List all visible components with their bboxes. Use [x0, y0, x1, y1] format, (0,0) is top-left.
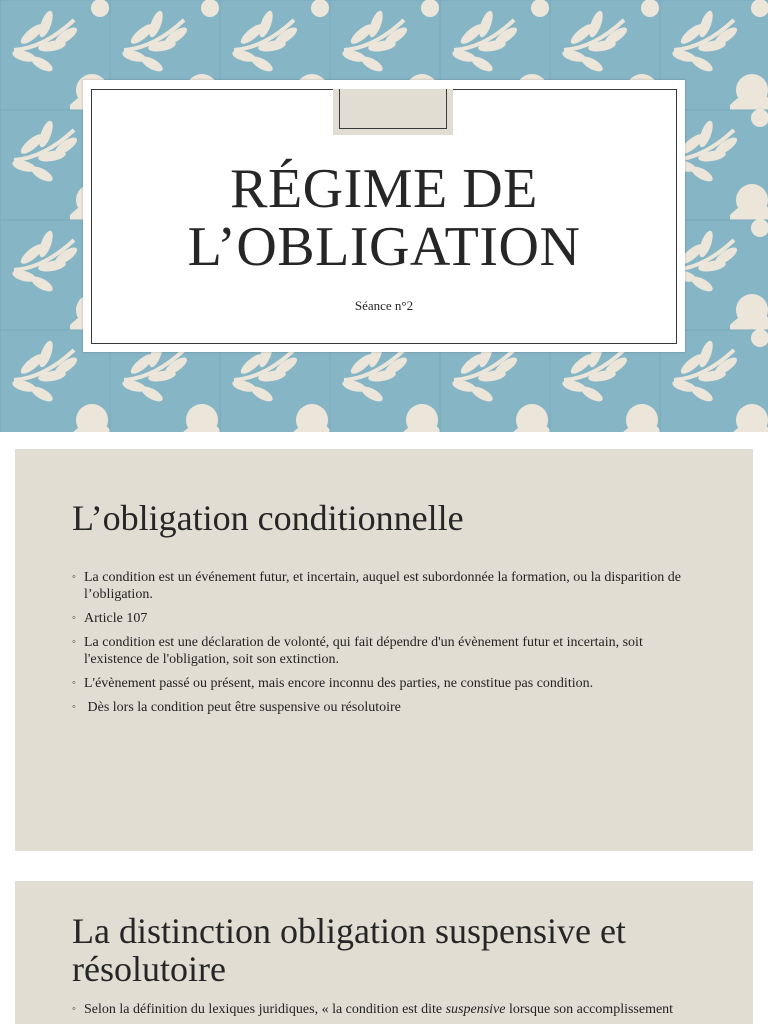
title-card	[83, 80, 685, 352]
bullet-icon: ◦	[72, 571, 76, 583]
bullet-icon: ◦	[72, 1003, 76, 1015]
list-item	[72, 569, 702, 603]
bullet-icon: ◦	[72, 612, 76, 624]
content-slide-obligation-conditionnelle	[15, 449, 753, 851]
title-slide	[0, 0, 768, 432]
list-item	[72, 675, 702, 692]
bullet-icon: ◦	[72, 701, 76, 713]
list-item-text-end: lorsque son accomplissement	[505, 1002, 674, 1017]
list-item-text: La condition est un événement futur, et incertain, auquel est subordonnée la formation, ou la disparition de l’obligation.	[84, 570, 681, 602]
list-item	[72, 634, 702, 668]
bullet-list	[72, 569, 702, 723]
slide-title	[92, 160, 676, 276]
slide-title-line-2: L’OBLIGATION	[187, 216, 581, 278]
slide-subtitle: Séance n°2	[354, 298, 414, 313]
bullet-list	[72, 1001, 702, 1024]
list-item	[72, 610, 702, 627]
list-item	[72, 699, 702, 716]
bullet-icon: ◦	[72, 636, 76, 648]
list-item-text-start: Selon la définition du lexiques juridiques, « la condition est dite	[84, 1002, 446, 1017]
list-item-text: Dès lors la condition peut être suspensive ou résolutoire	[84, 700, 401, 715]
list-item-text-italic: suspensive	[445, 1002, 506, 1017]
title-card-tab-frame	[339, 89, 447, 129]
slide-title-line-1: RÉGIME DE	[230, 158, 538, 220]
list-item-text: La condition est une déclaration de volonté, qui fait dépendre d'un évènement futur et incertain, soit l'existence de l'obligation, soit son extinction.	[84, 635, 643, 667]
slide-heading: La distinction obligation suspensive et résolutoire	[72, 911, 626, 989]
bullet-icon: ◦	[72, 677, 76, 689]
title-card-tab	[333, 89, 453, 135]
list-item-text: L'évènement passé ou présent, mais encore inconnu des parties, ne constitue pas condition.	[84, 676, 594, 691]
list-item-text: Article 107	[84, 611, 148, 626]
list-item	[72, 1001, 702, 1018]
content-slide-distinction	[15, 881, 753, 1024]
slide-heading: L’obligation conditionnelle	[72, 498, 464, 538]
title-card-border	[91, 89, 677, 344]
